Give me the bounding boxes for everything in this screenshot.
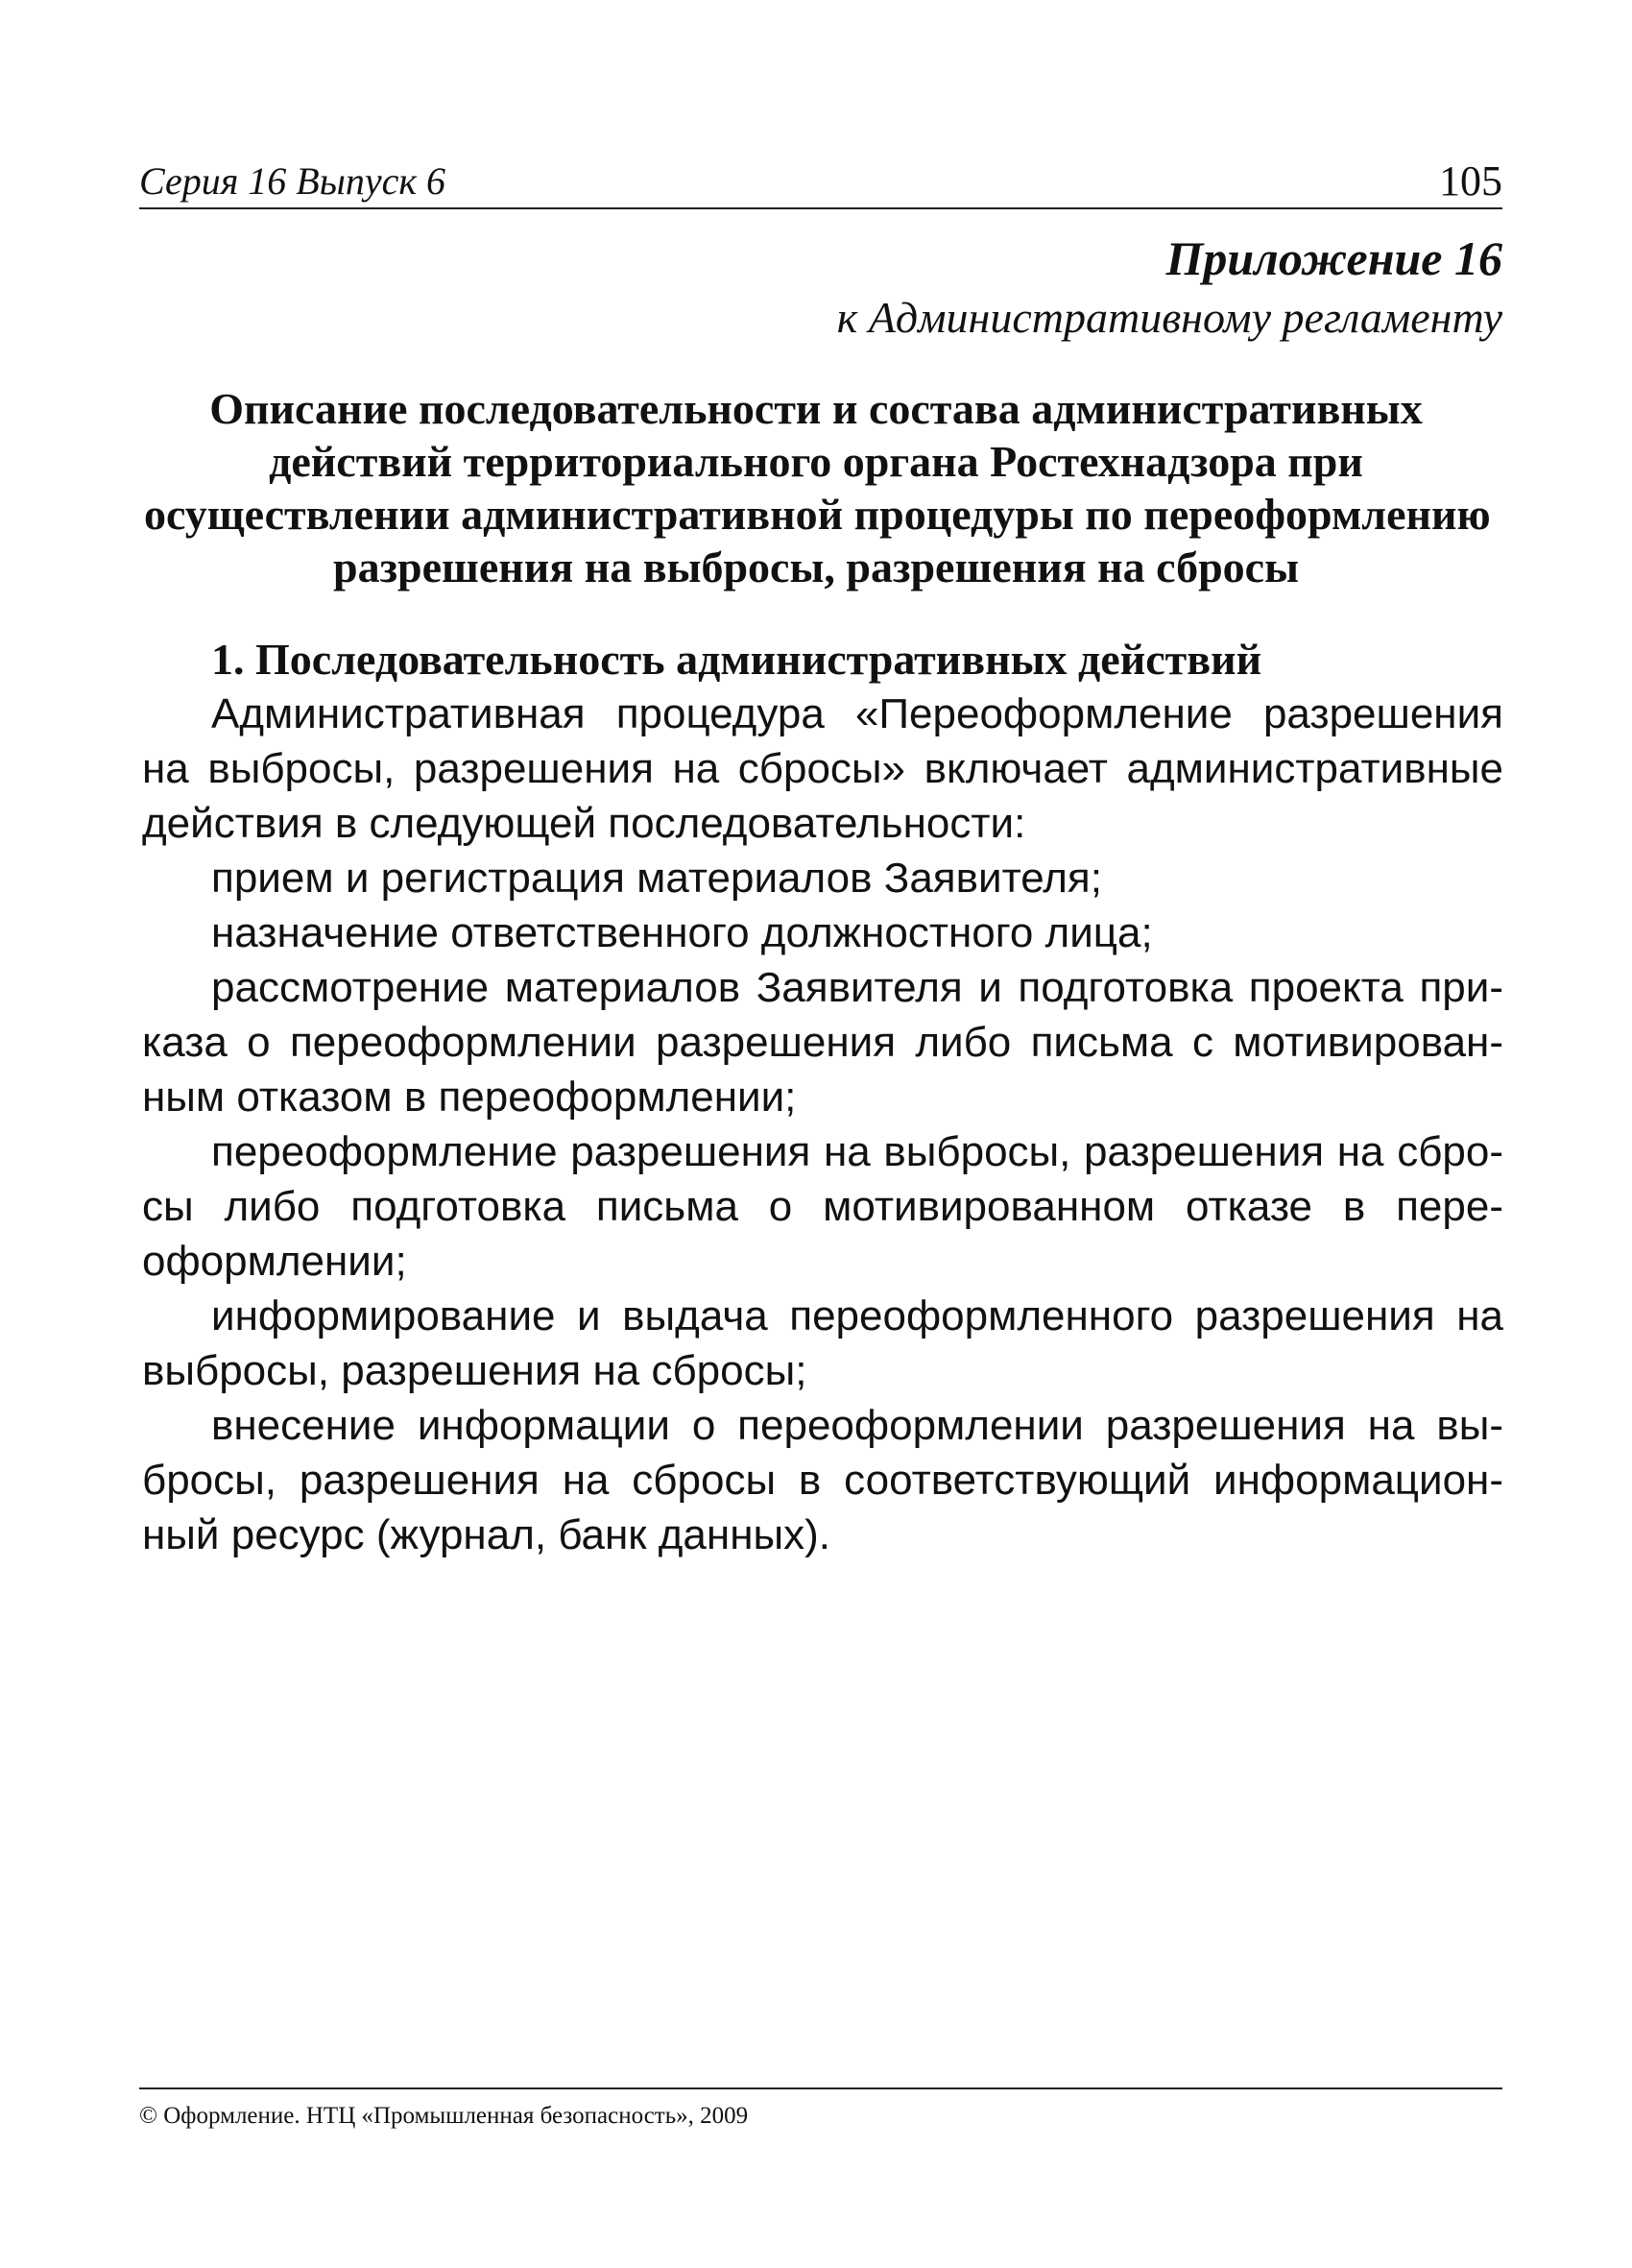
document-title — [144, 382, 1491, 593]
paragraph-line: на выбросы, разрешения на сбросы» включает административные — [142, 745, 1503, 792]
paragraph-line: рассмотрение материалов Заявителя и подготовка проекта при- — [211, 964, 1503, 1011]
document-title-line: разрешения на выбросы, разрешения на сбросы — [332, 543, 1299, 591]
appendix-block — [837, 229, 1502, 348]
paragraph-line: назначение ответственного должностного лица; — [211, 909, 1153, 956]
paragraph-line: сы либо подготовка письма о мотивированном отказе в пере- — [142, 1183, 1503, 1230]
paragraph-line: Административная процедура «Переоформление разрешения — [211, 690, 1503, 737]
appendix-subtitle: к Административному регламенту — [836, 293, 1502, 342]
list-item — [142, 1398, 1503, 1562]
paragraph-line: ный ресурс (журнал, банк данных). — [142, 1511, 830, 1558]
section-heading: 1. Последовательность административных действий — [211, 635, 1262, 684]
list-item — [142, 1289, 1503, 1398]
paragraph-line: каза о переоформлении разрешения либо письма с мотивирован- — [142, 1019, 1503, 1066]
paragraph-line: переоформление разрешения на выбросы, разрешения на сбро- — [211, 1128, 1503, 1175]
paragraph-intro — [142, 687, 1503, 851]
document-title-line: действий территориального органа Ростехнадзора при — [269, 437, 1363, 486]
paragraph-line: прием и регистрация материалов Заявителя; — [211, 855, 1102, 902]
list-item — [142, 1124, 1503, 1289]
paragraph-line: внесение информации о переоформлении разрешения на вы- — [211, 1402, 1503, 1449]
paragraph-line: ным отказом в переоформлении; — [142, 1074, 797, 1121]
appendix-title: Приложение 16 — [1165, 231, 1502, 285]
footer-copyright: © Оформление. НТЦ «Промышленная безопасность», 2009 — [139, 2087, 1502, 2130]
list-item — [142, 960, 1503, 1124]
paragraph-line: информирование и выдача переоформленного разрешения на — [211, 1292, 1503, 1339]
paragraph-line: выбросы, разрешения на сбросы; — [142, 1347, 807, 1394]
page-number: 105 — [1439, 157, 1502, 205]
document-title-line: осуществлении административной процедуры по переоформлению — [144, 490, 1491, 539]
paragraph-line: действия в следующей последовательности: — [142, 800, 1026, 847]
document-body — [142, 632, 1503, 1562]
list-item — [142, 905, 1503, 960]
running-header — [139, 154, 1502, 209]
running-title: Серия 16 Выпуск 6 — [139, 159, 446, 203]
list-item — [142, 851, 1503, 905]
paragraph-line: бросы, разрешения на сбросы в соответствующий информацион- — [142, 1457, 1503, 1504]
document-title-line: Описание последовательности и состава административных — [209, 384, 1423, 433]
paragraph-line: оформлении; — [142, 1238, 407, 1285]
